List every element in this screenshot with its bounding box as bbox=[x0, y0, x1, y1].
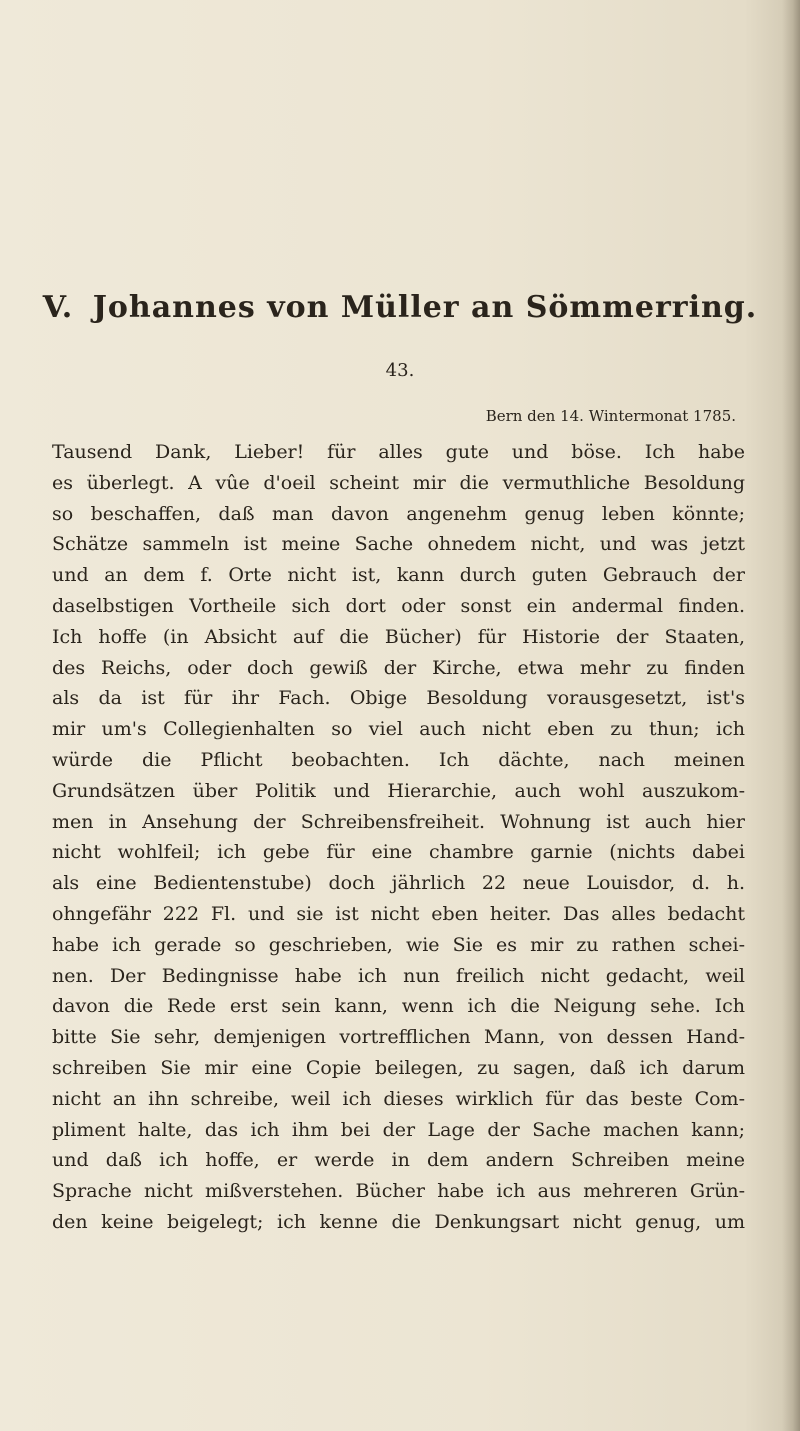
body-line: und an dem f. Orte nicht ist, kann durch guten Gebrauch der bbox=[52, 564, 745, 587]
body-line: daselbstigen Vortheile sich dort oder sonst ein andermal finden. bbox=[52, 594, 745, 617]
body-line: davon die Rede erst sein kann, wenn ich die Neigung sehe. Ich bbox=[52, 995, 745, 1018]
body-line: Schätze sammeln ist meine Sache ohnedem nicht, und was jetzt bbox=[52, 533, 745, 556]
body-line: bitte Sie sehr, demjenigen vortrefflichen Mann, von dessen Hand- bbox=[52, 1026, 745, 1049]
body-line: und daß ich hoffe, er werde in dem andern Schreiben meine bbox=[52, 1149, 745, 1172]
body-line: als eine Bedientenstube) doch jährlich 22 neue Louisdor, d. h. bbox=[52, 872, 745, 895]
body-line: schreiben Sie mir eine Copie beilegen, zu sagen, daß ich darum bbox=[52, 1056, 745, 1079]
body-line: es überlegt. A vûe d'oeil scheint mir die vermuthliche Besoldung bbox=[52, 471, 745, 494]
body-line: habe ich gerade so geschrieben, wie Sie es mir zu rathen schei- bbox=[52, 933, 745, 956]
body-line: nicht an ihn schreibe, weil ich dieses wirklich für das beste Com- bbox=[52, 1087, 745, 1110]
section-numeral: V. bbox=[42, 290, 74, 325]
letter-number: 43. bbox=[385, 360, 415, 381]
section-heading bbox=[0, 290, 800, 325]
body-line: nen. Der Bedingnisse habe ich nun freilich nicht gedacht, weil bbox=[52, 964, 745, 987]
body-line: men in Ansehung der Schreibensfreiheit. Wohnung ist auch hier bbox=[52, 810, 745, 833]
letter-dateline: Bern den 14. Wintermonat 1785. bbox=[485, 407, 736, 425]
body-line: nicht wohlfeil; ich gebe für eine chambre garnie (nichts dabei bbox=[52, 841, 745, 864]
body-line: Ich hoffe (in Absicht auf die Bücher) für Historie der Staaten, bbox=[52, 625, 745, 648]
section-title: Johannes von Müller an Sömmerring. bbox=[92, 290, 758, 325]
body-line: als da ist für ihr Fach. Obige Besoldung vorausgesetzt, ist's bbox=[52, 687, 745, 710]
body-line: mir um's Collegienhalten so viel auch nicht eben zu thun; ich bbox=[52, 718, 745, 741]
letter-body bbox=[52, 437, 745, 1238]
body-line: ohngefähr 222 Fl. und sie ist nicht eben heiter. Das alles bedacht bbox=[52, 902, 745, 925]
body-line: Tausend Dank, Lieber! für alles gute und böse. Ich habe bbox=[52, 441, 745, 463]
body-line: würde die Pflicht beobachten. Ich dächte, nach meinen bbox=[52, 748, 745, 771]
body-line: Grundsätzen über Politik und Hierarchie, auch wohl auszukom- bbox=[52, 779, 745, 802]
body-line: Sprache nicht mißverstehen. Bücher habe ich aus mehreren Grün- bbox=[52, 1180, 745, 1203]
page-edge-shadow bbox=[782, 0, 800, 1431]
body-line: den keine beigelegt; ich kenne die Denkungsart nicht genug, um bbox=[52, 1210, 745, 1233]
body-line: des Reichs, oder doch gewiß der Kirche, etwa mehr zu finden bbox=[52, 656, 745, 679]
body-line: pliment halte, das ich ihm bei der Lage der Sache machen kann; bbox=[52, 1118, 745, 1141]
body-line: so beschaffen, daß man davon angenehm genug leben könnte; bbox=[52, 502, 745, 525]
